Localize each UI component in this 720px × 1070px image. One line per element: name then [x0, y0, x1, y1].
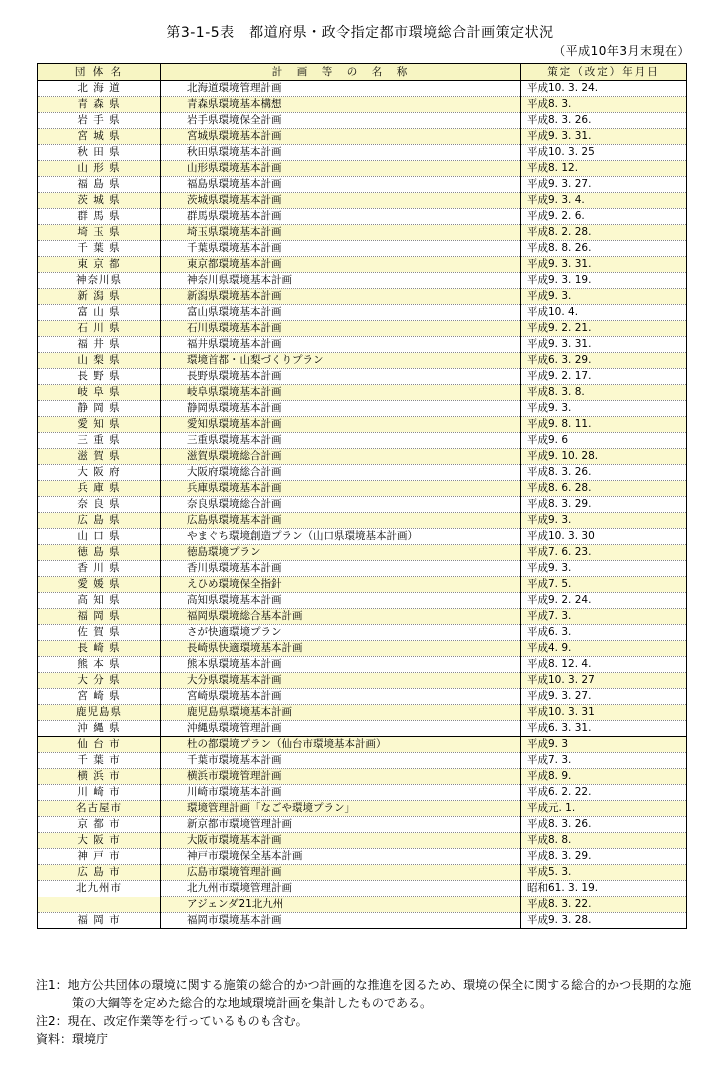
table-row [38, 881, 687, 897]
table-row [38, 321, 687, 337]
table-row [38, 561, 687, 577]
plan-status-table [37, 63, 687, 929]
date-cell: 平成9. 8. 11. [521, 417, 687, 433]
table-header-row [38, 64, 687, 81]
date-cell: 平成6. 2. 22. [521, 785, 687, 801]
org-cell: 広 島 市 [38, 865, 161, 881]
org-cell: 富 山 県 [38, 305, 161, 321]
page-title: 第3-1-5表 都道府県・政令指定都市環境総合計画策定状況 [166, 25, 554, 41]
plan-cell: 杜の都環境プラン（仙台市環境基本計画） [161, 737, 521, 753]
table-row [38, 177, 687, 193]
org-cell: 茨 城 県 [38, 193, 161, 209]
plan-cell: 鹿児島県環境基本計画 [161, 705, 521, 721]
plan-cell: 東京都環境基本計画 [161, 257, 521, 273]
table-row [38, 817, 687, 833]
table-row [38, 289, 687, 305]
note-2: 注2：現在、改定作業等を行っているものも含む。 [36, 1014, 308, 1028]
plan-cell: 愛知県環境基本計画 [161, 417, 521, 433]
plan-cell: 北海道環境管理計画 [161, 81, 521, 97]
date-cell: 平成8. 2. 28. [521, 225, 687, 241]
date-cell: 平成9. 3. 31. [521, 257, 687, 273]
table-row [38, 433, 687, 449]
date-cell: 平成8. 3. 26. [521, 817, 687, 833]
org-cell: 奈 良 県 [38, 497, 161, 513]
org-cell: 静 岡 県 [38, 401, 161, 417]
org-cell: 神奈川県 [38, 273, 161, 289]
org-cell: 秋 田 県 [38, 145, 161, 161]
date-cell: 平成9. 3. 4. [521, 193, 687, 209]
plan-cell: 神奈川県環境基本計画 [161, 273, 521, 289]
plan-cell: 茨城県環境基本計画 [161, 193, 521, 209]
date-cell: 平成8. 3. [521, 97, 687, 113]
date-cell: 平成9. 3. 28. [521, 913, 687, 929]
date-cell: 平成9. 3 [521, 737, 687, 753]
table-row [38, 353, 687, 369]
org-cell: 熊 本 県 [38, 657, 161, 673]
table-row [38, 801, 687, 817]
table-row [38, 785, 687, 801]
table-row [38, 577, 687, 593]
date-cell: 平成9. 3. 31. [521, 129, 687, 145]
plan-cell: 広島市環境管理計画 [161, 865, 521, 881]
table-row [38, 753, 687, 769]
org-cell: 山 梨 県 [38, 353, 161, 369]
table-row [38, 593, 687, 609]
plan-cell: 秋田県環境基本計画 [161, 145, 521, 161]
plan-cell: 兵庫県環境基本計画 [161, 481, 521, 497]
plan-cell: 福岡市環境基本計画 [161, 913, 521, 929]
table-row [38, 449, 687, 465]
plan-cell: 大阪市環境基本計画 [161, 833, 521, 849]
table-row [38, 401, 687, 417]
org-cell: 新 潟 県 [38, 289, 161, 305]
date-cell: 平成9. 2. 21. [521, 321, 687, 337]
date-cell: 平成9. 3. 27. [521, 177, 687, 193]
date-cell: 平成6. 3. [521, 625, 687, 641]
plan-cell: 熊本県環境基本計画 [161, 657, 521, 673]
date-cell: 平成元. 1. [521, 801, 687, 817]
date-cell: 平成9. 2. 6. [521, 209, 687, 225]
plan-cell: 山形県環境基本計画 [161, 161, 521, 177]
table-row [38, 705, 687, 721]
table-row [38, 145, 687, 161]
table-row [38, 833, 687, 849]
notes [36, 976, 696, 1048]
date-cell: 平成8. 3. 29. [521, 849, 687, 865]
org-cell: 岩 手 県 [38, 113, 161, 129]
plan-cell: 環境管理計画「なごや環境プラン」 [161, 801, 521, 817]
org-cell: 佐 賀 県 [38, 625, 161, 641]
org-cell: 香 川 県 [38, 561, 161, 577]
date-cell: 平成4. 9. [521, 641, 687, 657]
plan-cell: 環境首都・山梨づくりプラン [161, 353, 521, 369]
plan-cell: 北九州市環境管理計画 [161, 881, 521, 897]
plan-cell: 埼玉県環境基本計画 [161, 225, 521, 241]
org-cell: 岐 阜 県 [38, 385, 161, 401]
org-cell: 愛 媛 県 [38, 577, 161, 593]
plan-cell: えひめ環境保全指針 [161, 577, 521, 593]
plan-cell: 大分県環境基本計画 [161, 673, 521, 689]
table-row [38, 337, 687, 353]
table-row [38, 897, 687, 913]
plan-cell: 沖縄県環境管理計画 [161, 721, 521, 737]
plan-cell: 群馬県環境基本計画 [161, 209, 521, 225]
date-cell: 平成10. 3. 31 [521, 705, 687, 721]
plan-cell: 三重県環境基本計画 [161, 433, 521, 449]
table-row [38, 529, 687, 545]
date-cell: 平成9. 2. 17. [521, 369, 687, 385]
org-cell: 京 都 市 [38, 817, 161, 833]
date-cell: 平成10. 3. 24. [521, 81, 687, 97]
org-cell: 千 葉 県 [38, 241, 161, 257]
table-row [38, 81, 687, 97]
org-cell: 東 京 都 [38, 257, 161, 273]
plan-cell: 岩手県環境保全計画 [161, 113, 521, 129]
date-cell: 平成8. 9. [521, 769, 687, 785]
table-row [38, 193, 687, 209]
org-cell: 福 井 県 [38, 337, 161, 353]
date-cell: 平成7. 3. [521, 609, 687, 625]
date-cell: 平成8. 8. 26. [521, 241, 687, 257]
source-note: 資料：環境庁 [36, 1032, 109, 1046]
date-cell: 平成9. 3. 27. [521, 689, 687, 705]
table-row [38, 545, 687, 561]
org-cell: 愛 知 県 [38, 417, 161, 433]
table-row [38, 497, 687, 513]
date-cell: 平成9. 3. [521, 401, 687, 417]
date-cell: 平成9. 10. 28. [521, 449, 687, 465]
org-cell: 青 森 県 [38, 97, 161, 113]
table-row [38, 625, 687, 641]
table-row [38, 225, 687, 241]
date-cell: 昭和61. 3. 19. [521, 881, 687, 897]
table-body [38, 81, 687, 929]
plan-cell: 徳島環境プラン [161, 545, 521, 561]
date-cell: 平成9. 2. 24. [521, 593, 687, 609]
plan-cell: さが快適環境プラン [161, 625, 521, 641]
date-cell: 平成8. 3. 29. [521, 497, 687, 513]
date-cell: 平成5. 3. [521, 865, 687, 881]
org-cell: 高 知 県 [38, 593, 161, 609]
org-cell: 北九州市 [38, 881, 161, 897]
table-row [38, 385, 687, 401]
table-row [38, 721, 687, 737]
date-cell: 平成7. 6. 23. [521, 545, 687, 561]
table-row [38, 273, 687, 289]
table-row [38, 865, 687, 881]
table-row [38, 657, 687, 673]
org-cell: 福 岡 市 [38, 913, 161, 929]
org-cell [38, 897, 161, 913]
table-row [38, 129, 687, 145]
org-cell: 滋 賀 県 [38, 449, 161, 465]
org-cell: 大 分 県 [38, 673, 161, 689]
org-cell: 山 形 県 [38, 161, 161, 177]
org-cell: 三 重 県 [38, 433, 161, 449]
date-cell: 平成7. 3. [521, 753, 687, 769]
plan-cell: 千葉市環境基本計画 [161, 753, 521, 769]
org-cell: 鹿児島県 [38, 705, 161, 721]
plan-cell: 石川県環境基本計画 [161, 321, 521, 337]
table-row [38, 465, 687, 481]
org-cell: 徳 島 県 [38, 545, 161, 561]
org-cell: 沖 縄 県 [38, 721, 161, 737]
date-cell: 平成10. 4. [521, 305, 687, 321]
date-cell: 平成8. 3. 26. [521, 465, 687, 481]
org-cell: 石 川 県 [38, 321, 161, 337]
table-row [38, 161, 687, 177]
date-cell: 平成10. 3. 30 [521, 529, 687, 545]
header-org: 団 体 名 [38, 64, 161, 81]
org-cell: 宮 崎 県 [38, 689, 161, 705]
plan-cell: 福島県環境基本計画 [161, 177, 521, 193]
org-cell: 長 野 県 [38, 369, 161, 385]
plan-cell: 宮崎県環境基本計画 [161, 689, 521, 705]
plan-cell: 奈良県環境総合計画 [161, 497, 521, 513]
org-cell: 福 岡 県 [38, 609, 161, 625]
org-cell: 横 浜 市 [38, 769, 161, 785]
table-row [38, 673, 687, 689]
plan-cell: 福岡県環境総合基本計画 [161, 609, 521, 625]
header-date: 策定（改定）年月日 [521, 64, 687, 81]
date-cell: 平成8. 6. 28. [521, 481, 687, 497]
date-cell: 平成6. 3. 29. [521, 353, 687, 369]
note-1: 注1：地方公共団体の環境に関する施策の総合的かつ計画的な推進を図るため、環境の保全に関する総合的かつ長期的な施策の大綱等を定めた総合的な地域環境計画を集計したものである。 [36, 978, 692, 1010]
org-cell: 大 阪 府 [38, 465, 161, 481]
org-cell: 大 阪 市 [38, 833, 161, 849]
date-cell: 平成9. 3. [521, 561, 687, 577]
table-row [38, 513, 687, 529]
plan-cell: 神戸市環境保全基本計画 [161, 849, 521, 865]
org-cell: 群 馬 県 [38, 209, 161, 225]
plan-cell: 宮城県環境基本計画 [161, 129, 521, 145]
plan-cell: 新京都市環境管理計画 [161, 817, 521, 833]
as-of-date: （平成10年3月末現在） [553, 44, 690, 58]
plan-cell: 静岡県環境基本計画 [161, 401, 521, 417]
table-row [38, 481, 687, 497]
date-cell: 平成8. 3. 22. [521, 897, 687, 913]
date-cell: 平成8. 8. [521, 833, 687, 849]
date-cell: 平成9. 6 [521, 433, 687, 449]
date-cell: 平成7. 5. [521, 577, 687, 593]
table-row [38, 209, 687, 225]
plan-cell: 福井県環境基本計画 [161, 337, 521, 353]
plan-cell: やまぐち環境創造プラン（山口県環境基本計画） [161, 529, 521, 545]
table-row [38, 769, 687, 785]
org-cell: 福 島 県 [38, 177, 161, 193]
date-cell: 平成8. 3. 26. [521, 113, 687, 129]
date-cell: 平成9. 3. [521, 289, 687, 305]
org-cell: 名古屋市 [38, 801, 161, 817]
org-cell: 広 島 県 [38, 513, 161, 529]
table-row [38, 241, 687, 257]
org-cell: 北 海 道 [38, 81, 161, 97]
table-row [38, 737, 687, 753]
table-row [38, 609, 687, 625]
org-cell: 仙 台 市 [38, 737, 161, 753]
plan-cell: 川崎市環境基本計画 [161, 785, 521, 801]
date-cell: 平成10. 3. 27 [521, 673, 687, 689]
table-row [38, 417, 687, 433]
plan-cell: 岐阜県環境基本計画 [161, 385, 521, 401]
date-cell: 平成9. 3. 19. [521, 273, 687, 289]
org-cell: 神 戸 市 [38, 849, 161, 865]
plan-cell: 滋賀県環境総合計画 [161, 449, 521, 465]
org-cell: 長 崎 県 [38, 641, 161, 657]
plan-cell: 長野県環境基本計画 [161, 369, 521, 385]
org-cell: 埼 玉 県 [38, 225, 161, 241]
table-row [38, 305, 687, 321]
header-plan: 計 画 等 の 名 称 [161, 64, 521, 81]
plan-cell: 千葉県環境基本計画 [161, 241, 521, 257]
plan-cell: 高知県環境基本計画 [161, 593, 521, 609]
plan-cell: 横浜市環境管理計画 [161, 769, 521, 785]
table-row [38, 913, 687, 929]
date-cell: 平成10. 3. 25 [521, 145, 687, 161]
date-cell: 平成6. 3. 31. [521, 721, 687, 737]
plan-cell: 青森県環境基本構想 [161, 97, 521, 113]
org-cell: 山 口 県 [38, 529, 161, 545]
plan-cell: 大阪府環境総合計画 [161, 465, 521, 481]
plan-cell: 新潟県環境基本計画 [161, 289, 521, 305]
plan-cell: 広島県環境基本計画 [161, 513, 521, 529]
plan-cell: 富山県環境基本計画 [161, 305, 521, 321]
table-row [38, 849, 687, 865]
table-row [38, 257, 687, 273]
table-row [38, 113, 687, 129]
org-cell: 兵 庫 県 [38, 481, 161, 497]
org-cell: 川 崎 市 [38, 785, 161, 801]
table-row [38, 97, 687, 113]
date-cell: 平成9. 3. [521, 513, 687, 529]
date-cell: 平成8. 12. [521, 161, 687, 177]
org-cell: 千 葉 市 [38, 753, 161, 769]
date-cell: 平成8. 12. 4. [521, 657, 687, 673]
plan-cell: 香川県環境基本計画 [161, 561, 521, 577]
table-row [38, 369, 687, 385]
date-cell: 平成9. 3. 31. [521, 337, 687, 353]
table-row [38, 689, 687, 705]
org-cell: 宮 城 県 [38, 129, 161, 145]
plan-cell: 長崎県快適環境基本計画 [161, 641, 521, 657]
table-row [38, 641, 687, 657]
plan-cell: アジェンダ21北九州 [161, 897, 521, 913]
date-cell: 平成8. 3. 8. [521, 385, 687, 401]
